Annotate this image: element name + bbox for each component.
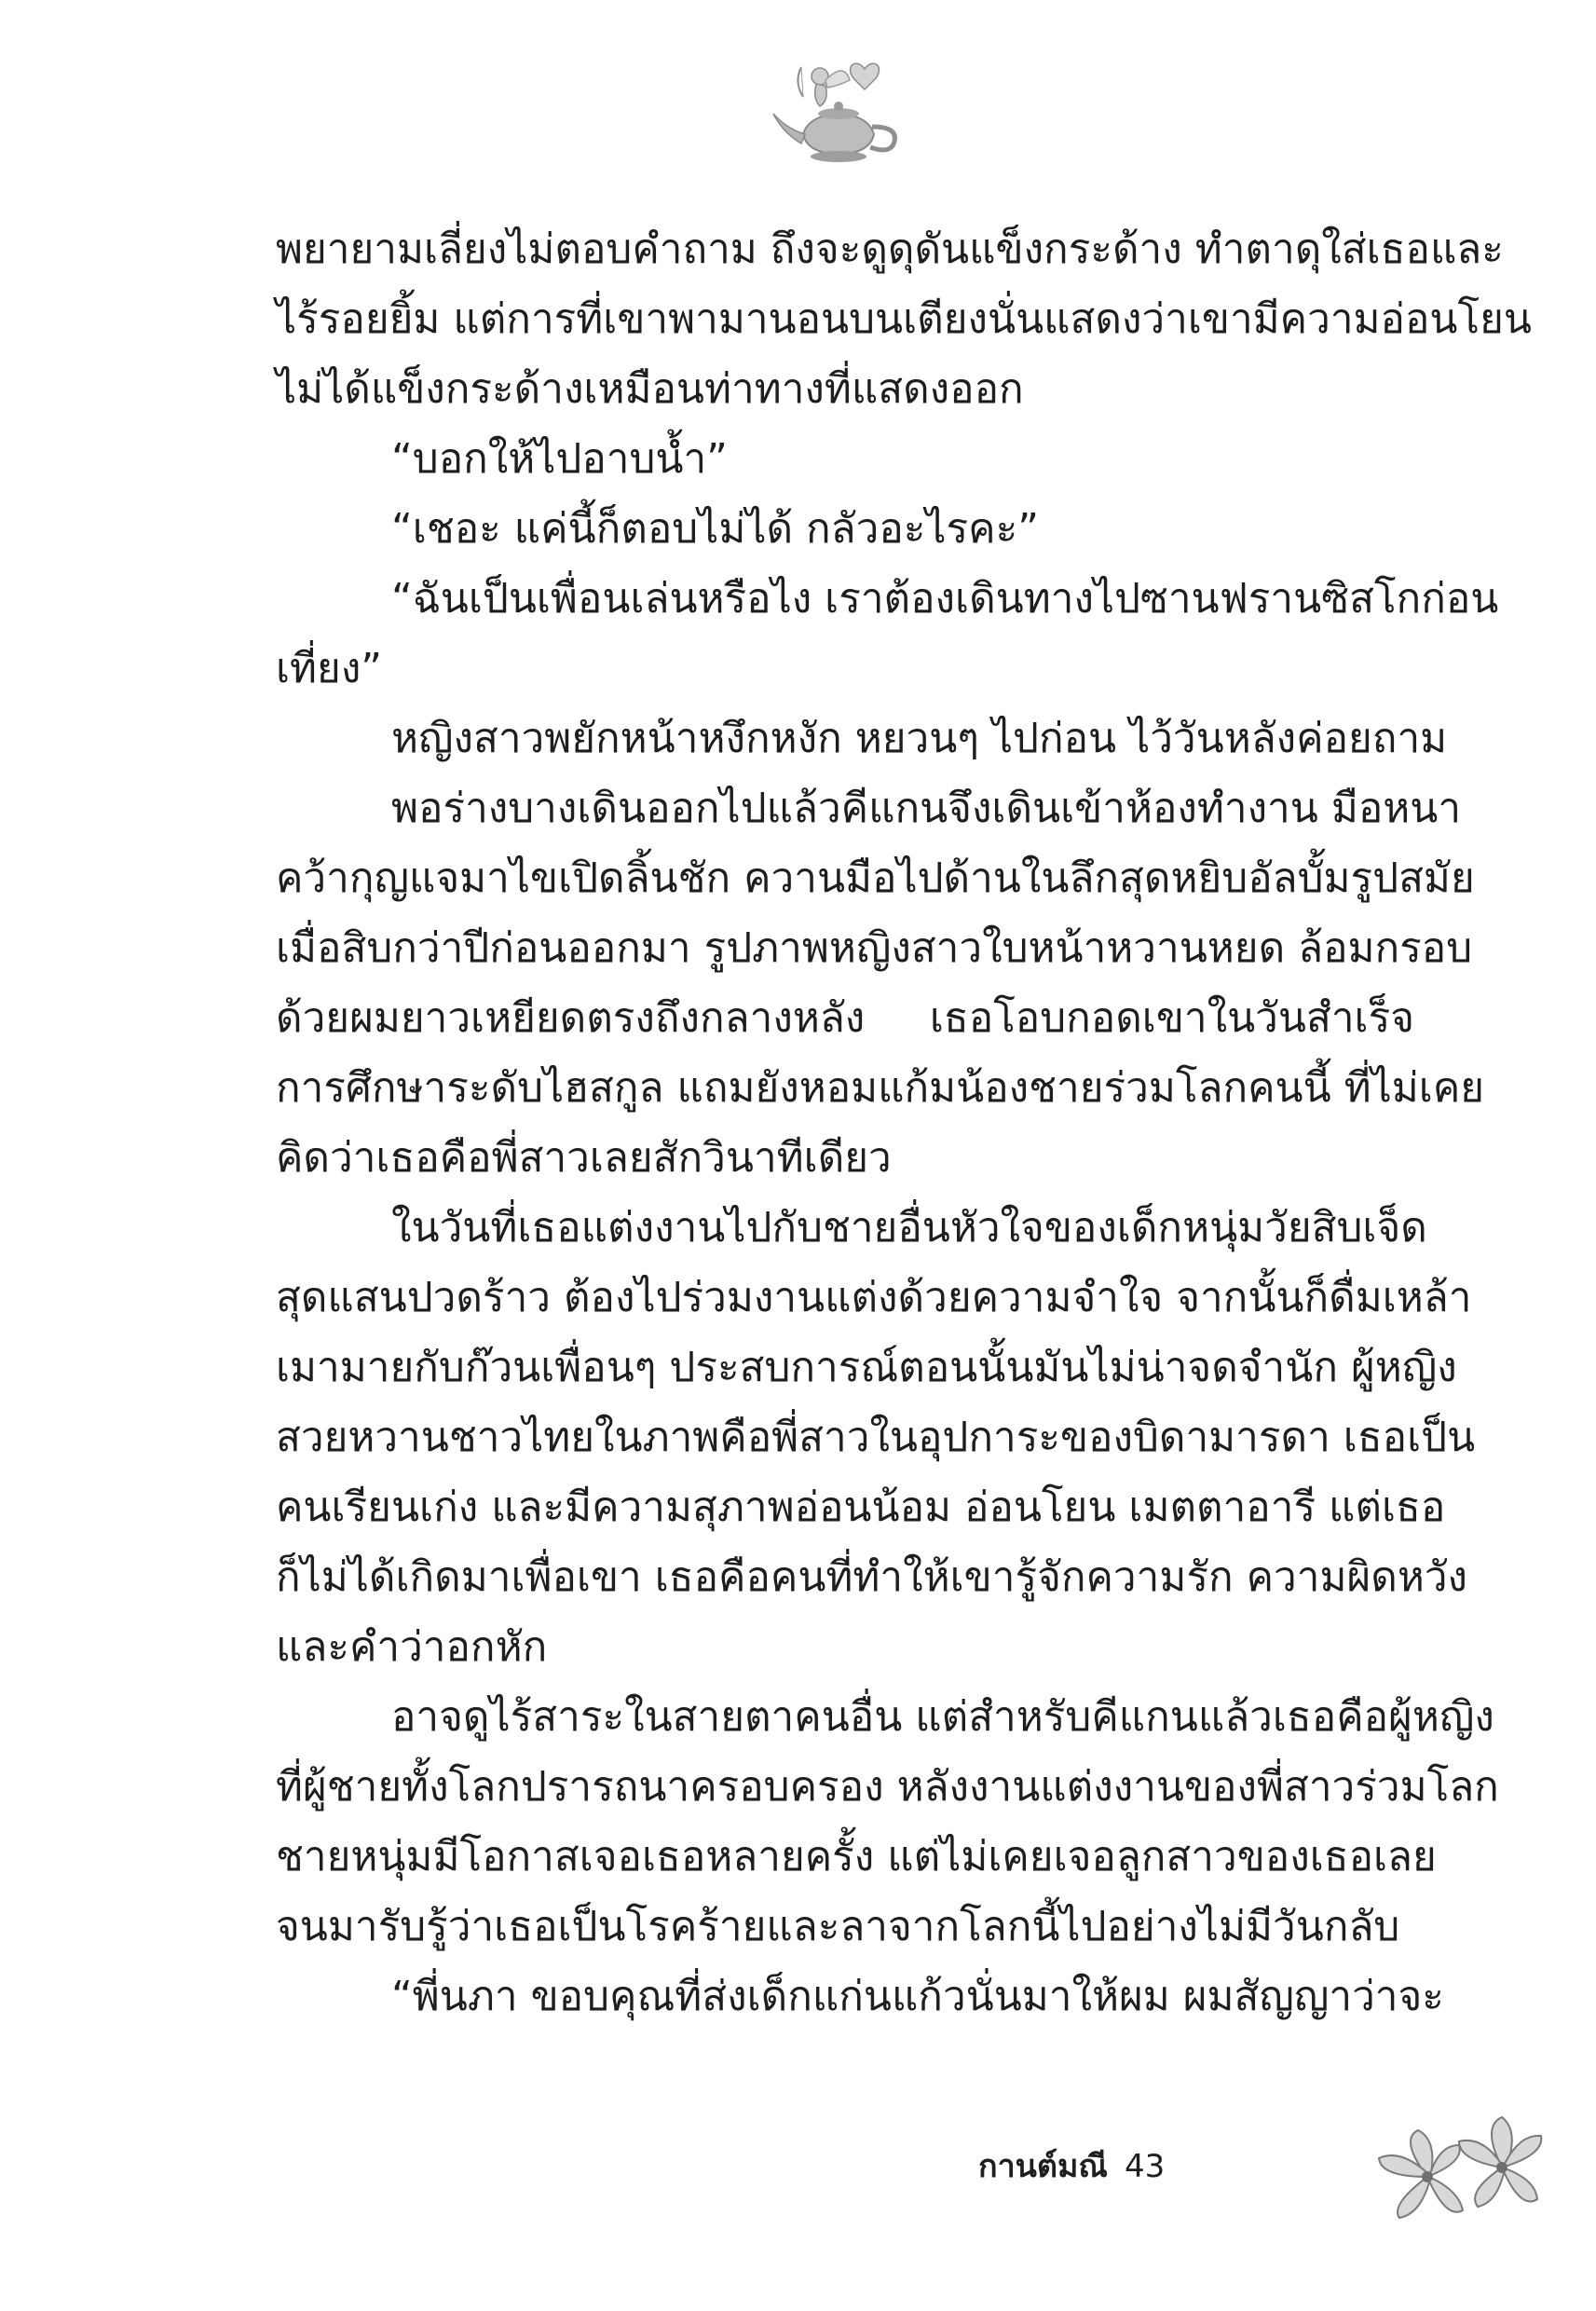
text-line: “ฉันเป็นเพื่อนเล่นหรือไง เราต้องเดินทางไปซานฟรานซิสโกก่อน [391, 575, 1499, 622]
flowers-icon [1362, 2102, 1558, 2242]
text-line: และคำว่าอกหัก [276, 1623, 548, 1671]
page-number: 43 [1124, 2148, 1166, 2185]
text-line: ชายหนุ่มมีโอกาสเจอเธอหลายครั้ง แต่ไม่เคยเจอลูกสาวของเธอเลย [276, 1833, 1437, 1880]
text-line: หญิงสาวพยักหน้าหงึกหงัก หยวนๆ ไปก่อน ไว้วันหลังค่อยถาม [391, 715, 1448, 762]
text-line: จนมารับรู้ว่าเธอเป็นโรคร้ายและลาจากโลกนี้ไปอย่างไม่มีวันกลับ [276, 1903, 1400, 1950]
book-title: กานต์มณี [978, 2148, 1108, 2185]
text-line: คิดว่าเธอคือพี่สาวเลยสักวินาทีเดียว [276, 1134, 892, 1182]
text-line: เที่ยง” [276, 645, 383, 692]
text-line: พอร่างบางเดินออกไปแล้วคีแกนจึงเดินเข้าห้องทำงาน มือหนา [391, 785, 1462, 832]
text-line: ที่ผู้ชายทั้งโลกปรารถนาครอบครอง หลังงานแต่งงานของพี่สาวร่วมโลก [276, 1763, 1499, 1811]
text-line: ในวันที่เธอแต่งงานไปกับชายอื่นหัวใจของเด็กหนุ่มวัยสิบเจ็ด [391, 1204, 1427, 1251]
text-line: สุดแสนปวดร้าว ต้องไปร่วมงานแต่งด้วยความจำใจ จากนั้นก็ดื่มเหล้า [276, 1274, 1472, 1321]
text-line: สวยหวานชาวไทยในภาพคือพี่สาวในอุปการะของบิดามารดา เธอเป็น [276, 1414, 1476, 1461]
text-line: ไร้รอยยิ้ม แต่การที่เขาพามานอนบนเตียงนั่นแสดงว่าเขามีความอ่อนโยน [276, 295, 1532, 343]
page-footer [978, 2139, 1165, 2195]
text-line: “พี่นภา ขอบคุณที่ส่งเด็กแก่นแก้วนั่นมาให้ผม ผมสัญญาว่าจะ [391, 1973, 1444, 2020]
cupid-teapot-icon [764, 48, 913, 179]
text-line: ไม่ได้แข็งกระด้างเหมือนท่าทางที่แสดงออก [276, 365, 1024, 413]
text-line: “เชอะ แค่นี้ก็ตอบไม่ได้ กลัวอะไรคะ” [391, 505, 1039, 553]
text-line: “บอกให้ไปอาบน้ำ” [391, 435, 728, 483]
text-line: เมื่อสิบกว่าปีก่อนออกมา รูปภาพหญิงสาวใบหน้าหวานหยด ล้อมกรอบ [276, 924, 1473, 972]
text-line: คว้ากุญแจมาไขเปิดลิ้นชัก ควานมือไปด้านในลึกสุดหยิบอัลบั้มรูปสมัย [276, 855, 1475, 902]
text-line: เมามายกับก๊วนเพื่อนๆ ประสบการณ์ตอนนั้นมันไม่น่าจดจำนัก ผู้หญิง [276, 1344, 1457, 1391]
text-line: คนเรียนเก่ง และมีความสุภาพอ่อนน้อม อ่อนโยน เมตตาอารี แต่เธอ [276, 1484, 1446, 1531]
text-line: การศึกษาระดับไฮสกูล แถมยังหอมแก้มน้องชายร่วมโลกคนนี้ ที่ไม่เคย [276, 1064, 1485, 1112]
text-line: ด้วยผมยาวเหยียดตรงถึงกลางหลัง เธอโอบกอดเขาในวันสำเร็จ [276, 994, 1414, 1042]
text-line: ก็ไม่ได้เกิดมาเพื่อเขา เธอคือคนที่ทำให้เขารู้จักความรัก ความผิดหวัง [276, 1553, 1468, 1601]
text-line: พยายามเลี่ยงไม่ตอบคำถาม ถึงจะดูดุดันแข็งกระด้าง ทำตาดุใส่เธอและ [276, 226, 1504, 273]
text-line: อาจดูไร้สาระในสายตาคนอื่น แต่สำหรับคีแกนแล้วเธอคือผู้หญิง [391, 1693, 1494, 1741]
